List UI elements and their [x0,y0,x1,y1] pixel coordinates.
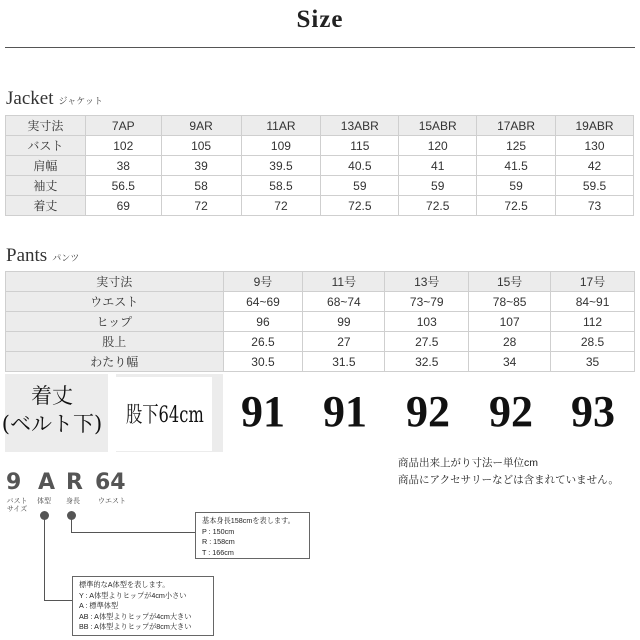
title-divider [5,47,635,48]
pants-heading-en: Pants [6,245,48,266]
pants-cell: 32.5 [385,352,469,372]
caption-bust-size: バスト サイズ [6,498,28,513]
pants-row-label: ヒップ [6,312,224,332]
caption-waist: ウエスト [98,498,126,505]
pants-row [6,312,635,332]
body-legend-line: A : 標準体型 [79,601,119,610]
pants-row [6,352,635,372]
jacket-cell: 42 [556,156,634,176]
jacket-cell: 39 [161,156,241,176]
jacket-row-label: 肩幅 [6,156,86,176]
jacket-cell: 59 [321,176,399,196]
jacket-row-label: 袖丈 [6,176,86,196]
length-label-line2: (ベルト下) [1,412,103,436]
jacket-heading [6,88,103,110]
pants-cell: 30.5 [223,352,303,372]
pants-cell: 28 [469,332,551,352]
code-height: R [66,470,83,495]
pants-header-row [6,272,635,292]
jacket-cell: 69 [85,196,161,216]
jacket-cell: 72 [161,196,241,216]
jacket-cell: 73 [556,196,634,216]
height-legend-line: 基本身長158cmを表します。 [202,516,295,525]
jacket-cell: 58.5 [241,176,321,196]
pants-heading-jp: パンツ [52,254,80,264]
pants-cell: 27.5 [385,332,469,352]
jacket-cell: 115 [321,136,399,156]
pants-cell: 68~74 [303,292,385,312]
pants-heading [6,245,79,267]
jacket-row [6,176,634,196]
jacket-cell: 109 [241,136,321,156]
jacket-cell: 120 [399,136,477,156]
jacket-cell: 41.5 [477,156,556,176]
body-connector-v [44,518,45,601]
pants-col-header: 11号 [303,272,385,292]
pants-row [6,332,635,352]
jacket-col-header: 15ABR [399,116,477,136]
caption-body-type: 体型 [37,498,51,505]
jacket-cell: 72.5 [321,196,399,216]
unit-note: 商品出来上がり寸法ー単位cm [398,457,538,469]
length-value: 91 [323,387,367,436]
pants-row [6,292,635,312]
jacket-cell: 102 [85,136,161,156]
pants-col-header: 17号 [551,272,635,292]
height-connector-h [71,532,195,533]
pants-cell: 78~85 [469,292,551,312]
pants-cell: 26.5 [223,332,303,352]
pants-col-header: 実寸法 [6,272,224,292]
jacket-col-header: 実寸法 [6,116,86,136]
jacket-col-header: 17ABR [477,116,556,136]
jacket-row-label: バスト [6,136,86,156]
pants-cell: 34 [469,352,551,372]
jacket-cell: 38 [85,156,161,176]
pants-row-label: 股上 [6,332,224,352]
pants-cell: 112 [551,312,635,332]
pants-cell: 96 [223,312,303,332]
length-value: 93 [571,387,615,436]
length-label [0,382,104,438]
jacket-cell: 56.5 [85,176,161,196]
body-legend-line: BB : A体型よりヒップが8cm大きい [79,622,192,631]
height-legend-line: P : 150cm [202,526,235,536]
jacket-cell: 40.5 [321,156,399,176]
pants-cell: 84~91 [551,292,635,312]
pants-row-label: わたり幅 [6,352,224,372]
jacket-cell: 72 [241,196,321,216]
length-value: 92 [406,387,450,436]
height-connector-v [71,518,72,533]
jacket-heading-jp: ジャケット [58,97,103,107]
jacket-cell: 41 [399,156,477,176]
jacket-cell: 72.5 [477,196,556,216]
caption-height: 身長 [66,498,80,505]
pants-cell: 73~79 [385,292,469,312]
jacket-cell: 105 [161,136,241,156]
length-value: 92 [489,387,533,436]
jacket-cell: 39.5 [241,156,321,176]
pants-cell: 103 [385,312,469,332]
body-legend-line: AB : A体型よりヒップが4cm大きい [79,611,192,621]
jacket-col-header: 7AP [85,116,161,136]
pants-col-header: 13号 [385,272,469,292]
jacket-row-label: 着丈 [6,196,86,216]
pants-col-header: 15号 [469,272,551,292]
pants-cell: 99 [303,312,385,332]
jacket-col-header: 9AR [161,116,241,136]
jacket-heading-en: Jacket [6,88,54,109]
code-body-type: A [38,470,56,495]
jacket-cell: 130 [556,136,634,156]
jacket-cell: 125 [477,136,556,156]
jacket-cell: 59 [477,176,556,196]
length-label-line1: 着丈 [31,384,73,408]
height-legend-box [195,512,310,559]
jacket-row [6,196,634,216]
pants-cell: 64~69 [223,292,303,312]
body-legend-line: Y : A体型よりヒップが4cm小さい [79,590,187,600]
length-label-gap [108,374,116,452]
jacket-row [6,156,634,176]
jacket-cell: 58 [161,176,241,196]
pants-cell: 107 [469,312,551,332]
pants-cell: 28.5 [551,332,635,352]
jacket-cell: 72.5 [399,196,477,216]
jacket-header-row [6,116,634,136]
jacket-col-header: 13ABR [321,116,399,136]
pants-cell: 27 [303,332,385,352]
body-connector-h [44,600,72,601]
jacket-size-table [5,115,634,216]
pants-row-label: ウエスト [6,292,224,312]
jacket-col-header: 11AR [241,116,321,136]
jacket-cell: 59.5 [556,176,634,196]
code-bust-size: 9 [6,470,22,495]
height-legend-line: R : 158cm [202,537,235,546]
pants-cell: 35 [551,352,635,372]
length-value: 91 [241,387,285,436]
accessory-note: 商品にアクセサリーなどは含まれていません。 [398,474,619,486]
pants-size-table [5,271,635,372]
inseam-label: 股下64cm [126,403,204,428]
body-type-legend-box [72,576,214,636]
jacket-row [6,136,634,156]
jacket-cell: 59 [399,176,477,196]
page-title: Size [296,6,344,33]
height-legend-line: T : 166cm [202,547,234,557]
body-legend-line: 標準的なA体型を表します。 [79,580,170,589]
pants-cell: 31.5 [303,352,385,372]
jacket-col-header: 19ABR [556,116,634,136]
code-waist: 64 [95,470,126,495]
pants-col-header: 9号 [223,272,303,292]
